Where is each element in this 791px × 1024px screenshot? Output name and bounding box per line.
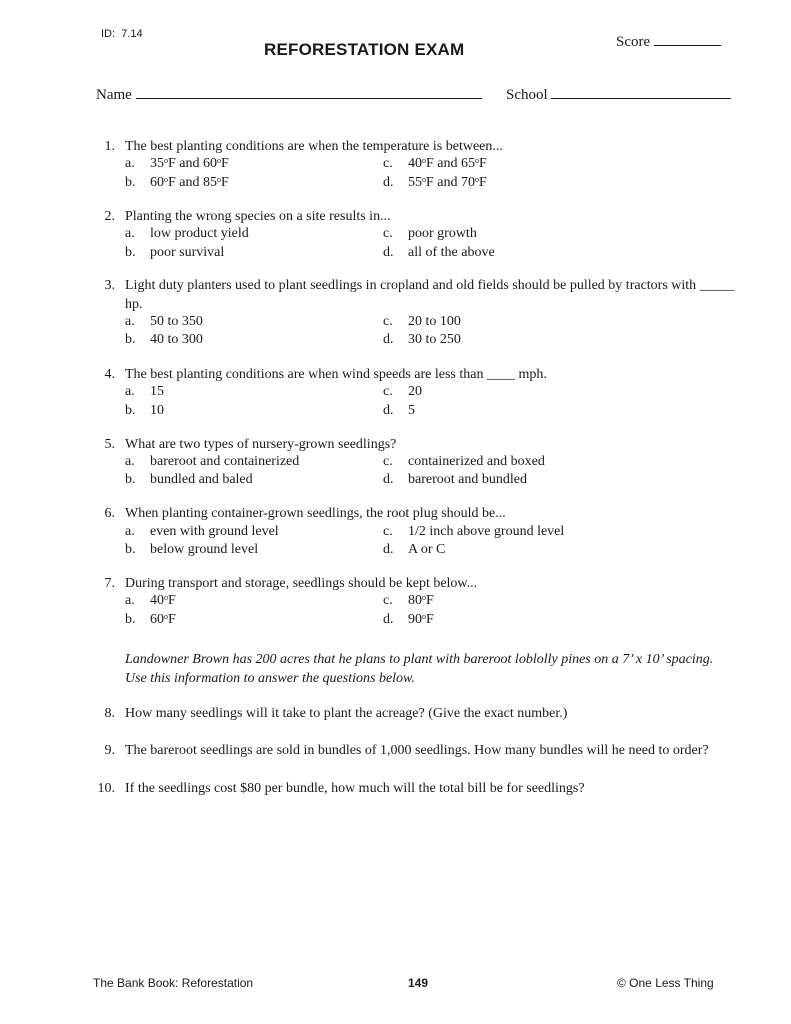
option-text: 30 to 250 bbox=[408, 332, 461, 347]
option-letter: a. bbox=[125, 384, 135, 399]
page-title: REFORESTATION EXAM bbox=[264, 40, 465, 59]
option-letter: c. bbox=[383, 593, 393, 608]
option-text: 20 bbox=[408, 384, 422, 399]
option-text: 60$^o$F and 85$^o$F bbox=[150, 175, 229, 190]
option-text: 60$^o$F bbox=[150, 612, 176, 627]
option-text: bareroot and containerized bbox=[150, 454, 300, 469]
option-letter: b. bbox=[125, 542, 136, 557]
option-letter: d. bbox=[383, 332, 394, 347]
score-blank-line[interactable] bbox=[654, 33, 721, 46]
option-text: poor growth bbox=[408, 226, 477, 241]
option-text: 5 bbox=[408, 403, 415, 418]
score-label: Score bbox=[616, 34, 651, 50]
option-text: low product yield bbox=[150, 226, 249, 241]
question-number: 3. bbox=[104, 278, 115, 293]
option-text: 50 to 350 bbox=[150, 314, 203, 329]
option-text: bundled and baled bbox=[150, 472, 253, 487]
question-stem: What are two types of nursery-grown seedlings? bbox=[125, 437, 397, 452]
option-text: even with ground level bbox=[150, 524, 279, 539]
footer-copyright: © One Less Thing bbox=[617, 976, 714, 990]
option-text: 55$^o$F and 70$^o$F bbox=[408, 175, 487, 190]
question-number: 4. bbox=[104, 367, 115, 382]
question-number: 10. bbox=[97, 781, 115, 796]
question-stem: Planting the wrong species on a site results in... bbox=[125, 209, 391, 224]
option-text: 40$^o$F and 65$^o$F bbox=[408, 156, 487, 171]
option-letter: d. bbox=[383, 245, 394, 260]
option-text: bareroot and bundled bbox=[408, 472, 527, 487]
option-letter: a. bbox=[125, 314, 135, 329]
option-letter: c. bbox=[383, 384, 393, 399]
question-stem: The best planting conditions are when the temperature is between... bbox=[125, 139, 503, 154]
document-id bbox=[101, 28, 143, 40]
option-letter: c. bbox=[383, 314, 393, 329]
question-stem: How many seedlings will it take to plant the acreage? (Give the exact number.) bbox=[125, 706, 568, 721]
name-label: Name bbox=[96, 87, 132, 103]
school-blank-line[interactable] bbox=[551, 86, 731, 99]
option-letter: d. bbox=[383, 472, 394, 487]
footer-page-number: 149 bbox=[408, 976, 429, 990]
option-text: 40 to 300 bbox=[150, 332, 203, 347]
question-number: 1. bbox=[104, 139, 115, 154]
option-letter: b. bbox=[125, 612, 136, 627]
footer-book-title: The Bank Book: Reforestation bbox=[93, 976, 254, 990]
question-number: 7. bbox=[104, 576, 115, 591]
option-letter: a. bbox=[125, 454, 135, 469]
option-letter: b. bbox=[125, 403, 136, 418]
option-text: 35$^o$F and 60$^o$F bbox=[150, 156, 229, 171]
option-letter: a. bbox=[125, 524, 135, 539]
option-letter: a. bbox=[125, 593, 135, 608]
option-letter: d. bbox=[383, 175, 394, 190]
question-stem: When planting container-grown seedlings, the root plug should be... bbox=[125, 506, 506, 521]
question-stem: Light duty planters used to plant seedlings in cropland and old fields should be pulled by tractors with _____ hp. bbox=[125, 278, 735, 312]
option-letter: d. bbox=[383, 542, 394, 557]
option-letter: a. bbox=[125, 156, 135, 171]
option-letter: b. bbox=[125, 332, 136, 347]
option-text: 10 bbox=[150, 403, 164, 418]
option-letter: d. bbox=[383, 612, 394, 627]
option-letter: a. bbox=[125, 226, 135, 241]
option-text: 15 bbox=[150, 384, 164, 399]
option-letter: d. bbox=[383, 403, 394, 418]
school-label: School bbox=[506, 87, 548, 103]
question-number: 2. bbox=[104, 209, 115, 224]
option-letter: c. bbox=[383, 226, 393, 241]
name-blank-line[interactable] bbox=[136, 86, 482, 99]
scenario-text: Landowner Brown has 200 acres that he plans to plant with bareroot loblolly pines on a 7’ x 10’ spacing. Use this information to answer the questions below. bbox=[125, 652, 714, 686]
option-text: containerized and boxed bbox=[408, 454, 545, 469]
question-number: 6. bbox=[104, 506, 115, 521]
school-field[interactable] bbox=[506, 86, 731, 104]
id-label: ID: bbox=[101, 28, 116, 40]
option-letter: c. bbox=[383, 524, 393, 539]
option-letter: b. bbox=[125, 472, 136, 487]
option-letter: b. bbox=[125, 175, 136, 190]
option-letter: c. bbox=[383, 156, 393, 171]
name-field[interactable] bbox=[96, 86, 482, 104]
question-stem: The best planting conditions are when wind speeds are less than ____ mph. bbox=[125, 367, 547, 382]
question-stem: The bareroot seedlings are sold in bundles of 1,000 seedlings. How many bundles will he need to order? bbox=[125, 743, 709, 758]
option-letter: b. bbox=[125, 245, 136, 260]
option-text: 40$^o$F bbox=[150, 593, 176, 608]
id-value: 7.14 bbox=[121, 28, 143, 40]
option-text: poor survival bbox=[150, 245, 225, 260]
option-text: A or C bbox=[408, 542, 446, 557]
option-text: 1/2 inch above ground level bbox=[408, 524, 565, 539]
question-number: 8. bbox=[104, 706, 115, 721]
option-text: 80$^o$F bbox=[408, 593, 434, 608]
option-text: 90$^o$F bbox=[408, 612, 434, 627]
question-number: 5. bbox=[104, 437, 115, 452]
option-text: all of the above bbox=[408, 245, 495, 260]
score-field[interactable] bbox=[616, 33, 721, 51]
question-stem: If the seedlings cost $80 per bundle, how much will the total bill be for seedlings? bbox=[125, 781, 585, 796]
option-letter: c. bbox=[383, 454, 393, 469]
question-stem: During transport and storage, seedlings should be kept below... bbox=[125, 576, 478, 591]
question-number: 9. bbox=[104, 743, 115, 758]
option-text: 20 to 100 bbox=[408, 314, 461, 329]
option-text: below ground level bbox=[150, 542, 259, 557]
